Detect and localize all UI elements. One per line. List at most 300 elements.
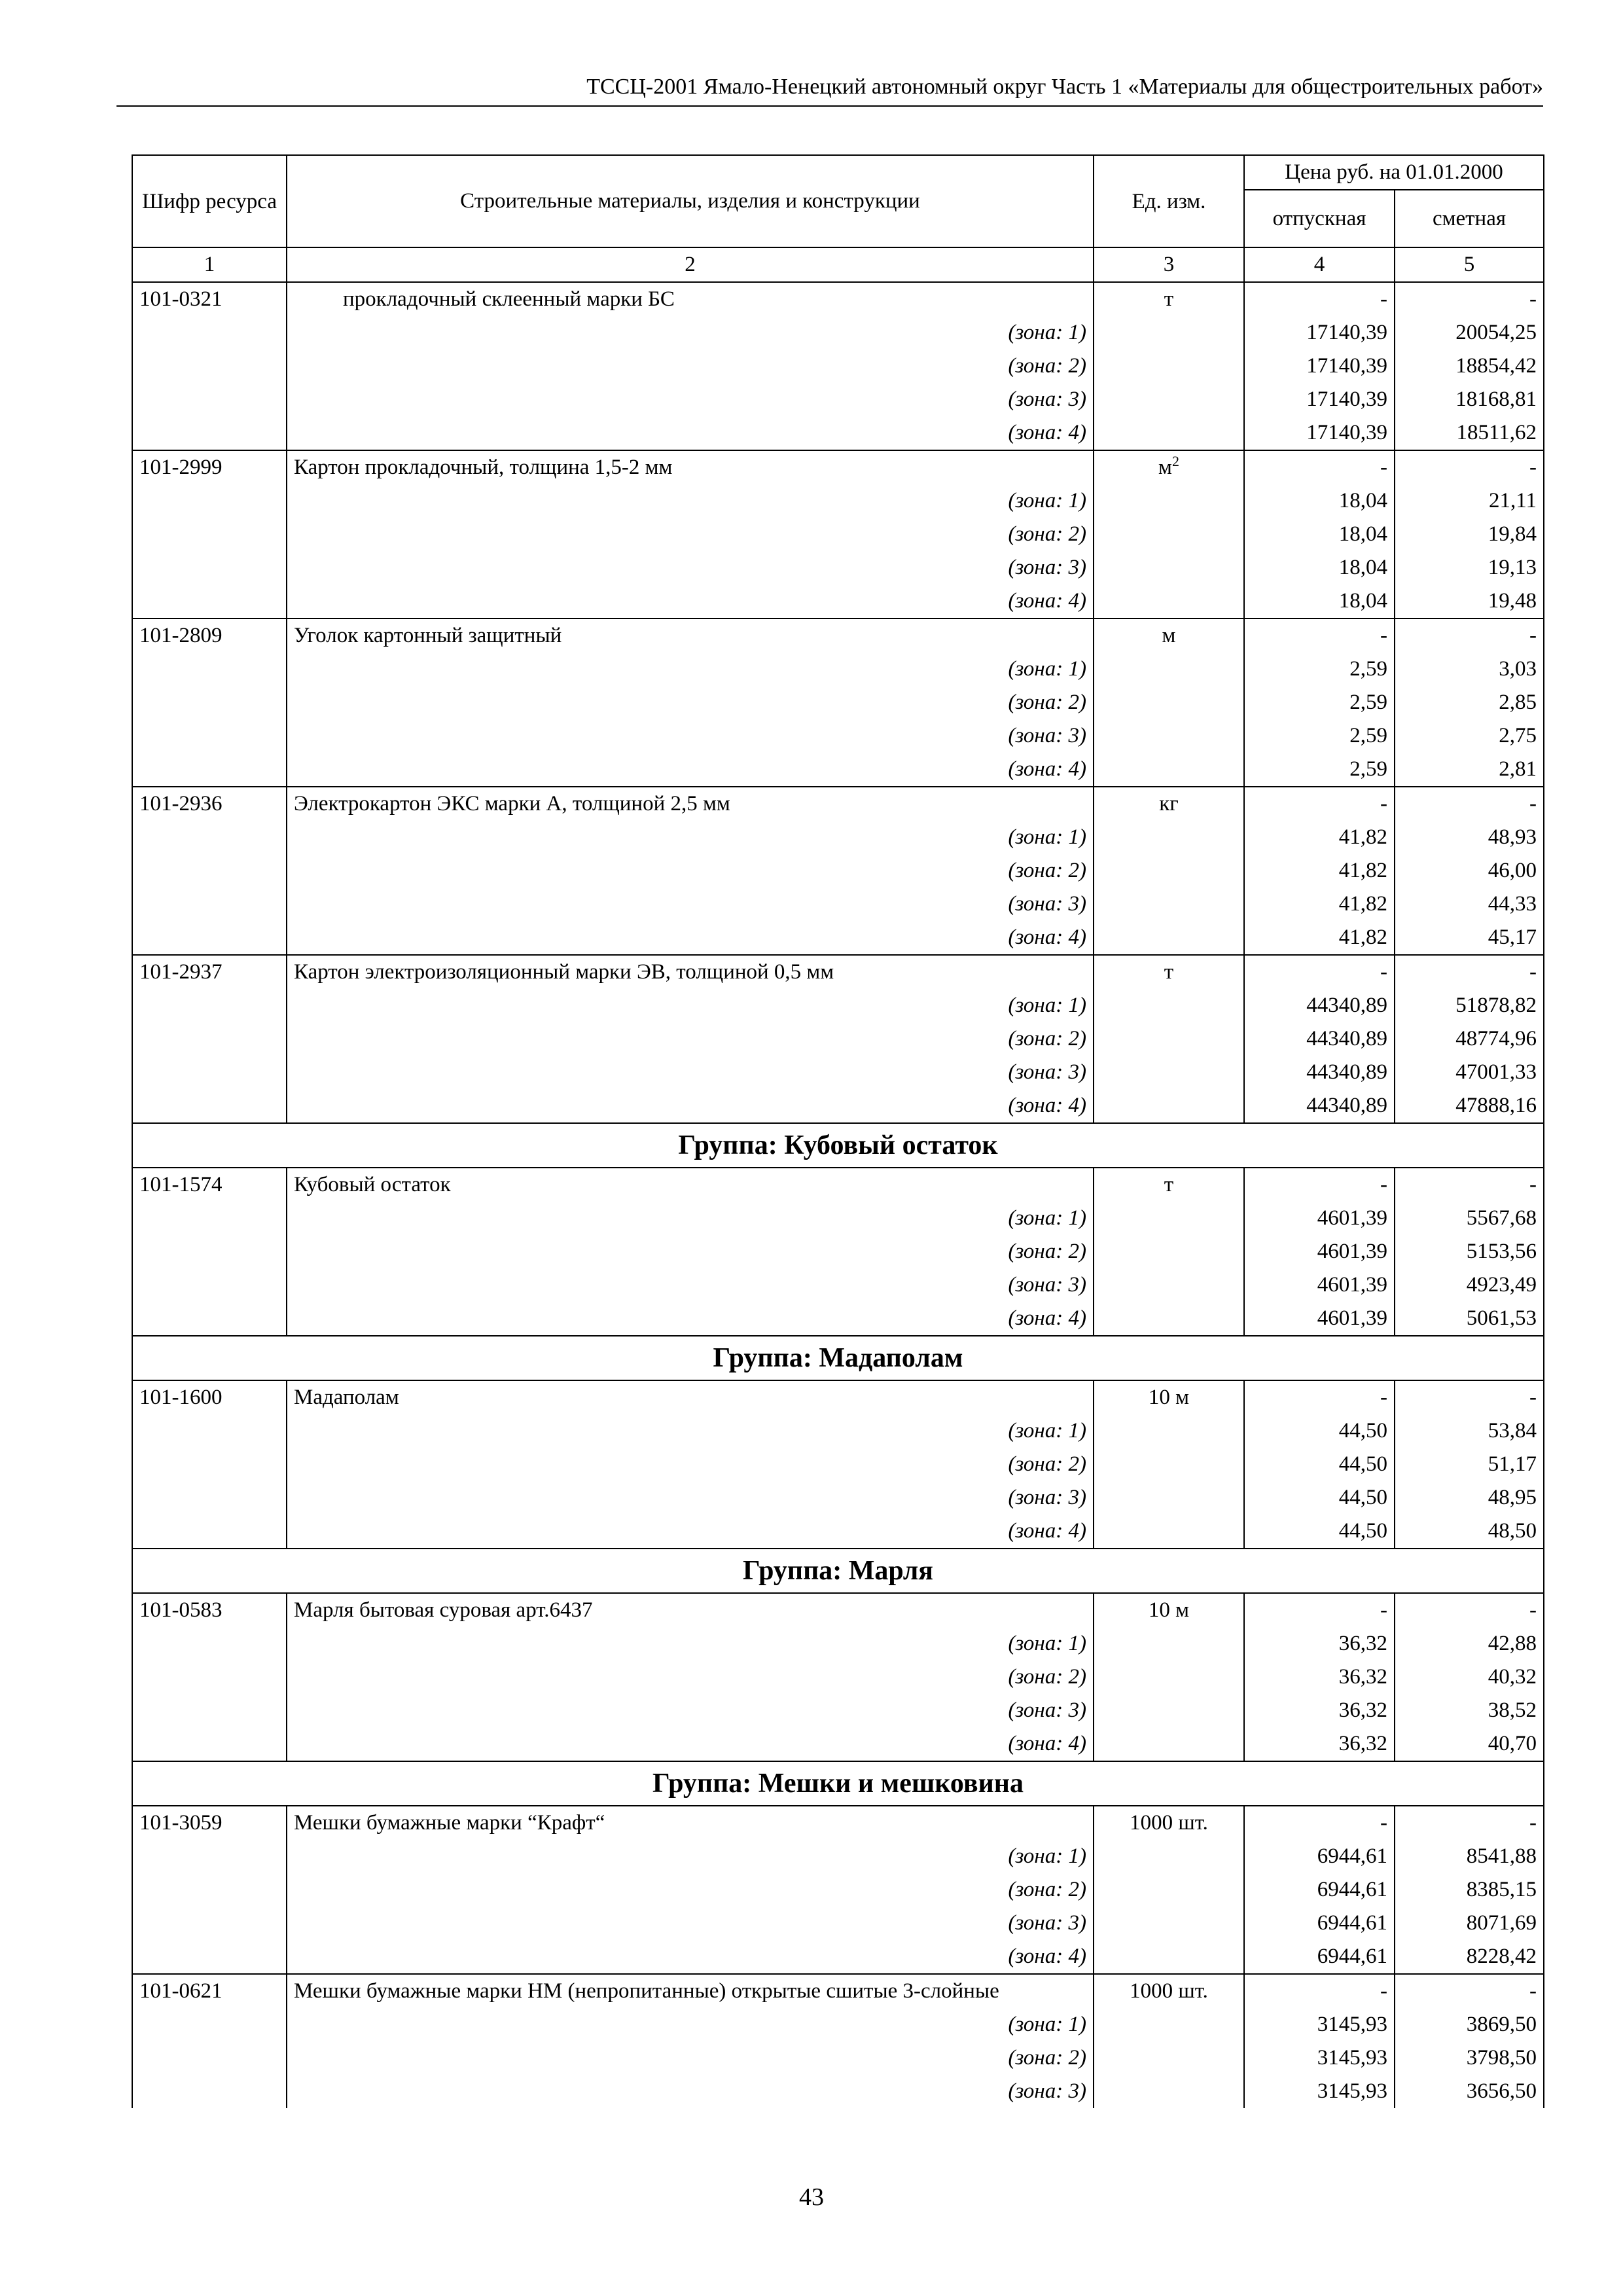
zone-row bbox=[132, 989, 1544, 1022]
zone-label: (зона: 4) bbox=[287, 1302, 1094, 1336]
column-header-release: отпускная bbox=[1244, 190, 1395, 247]
resource-code: 101-2809 bbox=[132, 619, 287, 653]
unit-superscript: 2 bbox=[1171, 453, 1179, 469]
zone-row bbox=[132, 686, 1544, 719]
empty-cell bbox=[1094, 584, 1244, 619]
material-name: Картон электроизоляционный марки ЭВ, толщиной 0,5 мм bbox=[287, 955, 1094, 989]
empty-cell bbox=[1094, 1840, 1244, 1873]
zone-release-price: 18,04 bbox=[1244, 518, 1395, 551]
table-row bbox=[132, 1168, 1544, 1202]
zone-row bbox=[132, 1873, 1544, 1907]
zone-label: (зона: 4) bbox=[287, 1727, 1094, 1761]
empty-cell bbox=[132, 1056, 287, 1089]
unit-label: кг bbox=[1159, 792, 1179, 816]
material-name: прокладочный склеенный марки БС bbox=[287, 282, 1094, 316]
zone-release-price: 41,82 bbox=[1244, 821, 1395, 854]
zone-row bbox=[132, 1448, 1544, 1481]
column-number: 2 bbox=[287, 247, 1094, 282]
zone-release-price: 41,82 bbox=[1244, 921, 1395, 955]
empty-cell bbox=[1094, 1873, 1244, 1907]
estimate-price: - bbox=[1395, 1806, 1544, 1840]
empty-cell bbox=[1094, 2075, 1244, 2108]
zone-release-price: 6944,61 bbox=[1244, 1873, 1395, 1907]
zone-release-price: 44340,89 bbox=[1244, 1022, 1395, 1056]
release-price: - bbox=[1244, 282, 1395, 316]
zone-release-price: 44,50 bbox=[1244, 1414, 1395, 1448]
header-divider bbox=[116, 105, 1543, 107]
zone-estimate-price: 40,70 bbox=[1395, 1727, 1544, 1761]
zone-release-price: 44,50 bbox=[1244, 1448, 1395, 1481]
zone-label: (зона: 1) bbox=[287, 1202, 1094, 1235]
table-row bbox=[132, 955, 1544, 989]
zone-label: (зона: 3) bbox=[287, 888, 1094, 921]
unit-cell bbox=[1094, 955, 1244, 989]
zone-row bbox=[132, 1840, 1544, 1873]
zone-label: (зона: 4) bbox=[287, 1940, 1094, 1974]
zone-row bbox=[132, 1302, 1544, 1336]
zone-label: (зона: 2) bbox=[287, 350, 1094, 383]
unit-label: м bbox=[1158, 456, 1172, 479]
zone-row bbox=[132, 821, 1544, 854]
unit-cell bbox=[1094, 1593, 1244, 1627]
zone-estimate-price: 45,17 bbox=[1395, 921, 1544, 955]
zone-estimate-price: 38,52 bbox=[1395, 1694, 1544, 1727]
estimate-price: - bbox=[1395, 787, 1544, 821]
zone-label: (зона: 1) bbox=[287, 316, 1094, 350]
zone-estimate-price: 47001,33 bbox=[1395, 1056, 1544, 1089]
empty-cell bbox=[132, 584, 287, 619]
empty-cell bbox=[1094, 1414, 1244, 1448]
page-number: 43 bbox=[799, 2183, 824, 2211]
empty-cell bbox=[1094, 518, 1244, 551]
zone-release-price: 36,32 bbox=[1244, 1694, 1395, 1727]
unit-cell bbox=[1094, 450, 1244, 484]
empty-cell bbox=[132, 1515, 287, 1549]
running-header: ТССЦ-2001 Ямало-Ненецкий автономный округ Часть 1 «Материалы для общестроительных работ» bbox=[586, 75, 1543, 99]
group-heading: Группа: Мадаполам bbox=[132, 1336, 1544, 1380]
empty-cell bbox=[1094, 1694, 1244, 1727]
group-heading-row bbox=[132, 1336, 1544, 1380]
zone-estimate-price: 8228,42 bbox=[1395, 1940, 1544, 1974]
zone-label: (зона: 2) bbox=[287, 1022, 1094, 1056]
estimate-price: - bbox=[1395, 282, 1544, 316]
zone-estimate-price: 48774,96 bbox=[1395, 1022, 1544, 1056]
zone-label: (зона: 2) bbox=[287, 2041, 1094, 2075]
unit-cell bbox=[1094, 787, 1244, 821]
zone-row bbox=[132, 921, 1544, 955]
zone-estimate-price: 5061,53 bbox=[1395, 1302, 1544, 1336]
empty-cell bbox=[132, 350, 287, 383]
unit-label: 1000 шт. bbox=[1130, 1811, 1208, 1835]
table-row bbox=[132, 1380, 1544, 1414]
zone-label: (зона: 2) bbox=[287, 1235, 1094, 1268]
zone-estimate-price: 18168,81 bbox=[1395, 383, 1544, 416]
empty-cell bbox=[1094, 1907, 1244, 1940]
zone-row bbox=[132, 888, 1544, 921]
empty-cell bbox=[132, 1727, 287, 1761]
zone-label: (зона: 3) bbox=[287, 1694, 1094, 1727]
estimate-price: - bbox=[1395, 1593, 1544, 1627]
empty-cell bbox=[1094, 888, 1244, 921]
zone-row bbox=[132, 1727, 1544, 1761]
estimate-price: - bbox=[1395, 1168, 1544, 1202]
unit-label: 1000 шт. bbox=[1130, 1979, 1208, 2003]
zone-release-price: 18,04 bbox=[1244, 584, 1395, 619]
empty-cell bbox=[1094, 1448, 1244, 1481]
zone-release-price: 44340,89 bbox=[1244, 989, 1395, 1022]
release-price: - bbox=[1244, 1974, 1395, 2008]
group-heading-row bbox=[132, 1761, 1544, 1806]
zone-label: (зона: 2) bbox=[287, 854, 1094, 888]
zone-row bbox=[132, 1056, 1544, 1089]
zone-label: (зона: 4) bbox=[287, 1089, 1094, 1123]
zone-estimate-price: 4923,49 bbox=[1395, 1268, 1544, 1302]
zone-estimate-price: 19,13 bbox=[1395, 551, 1544, 584]
material-name: Мешки бумажные марки “Крафт“ bbox=[287, 1806, 1094, 1840]
unit-label: м bbox=[1162, 624, 1176, 647]
material-name: Мешки бумажные марки НМ (непропитанные) открытые сшитые 3-слойные bbox=[287, 1974, 1094, 2008]
zone-label: (зона: 1) bbox=[287, 1414, 1094, 1448]
zone-release-price: 3145,93 bbox=[1244, 2008, 1395, 2041]
empty-cell bbox=[132, 719, 287, 753]
empty-cell bbox=[1094, 686, 1244, 719]
zone-row bbox=[132, 1022, 1544, 1056]
material-name: Уголок картонный защитный bbox=[287, 619, 1094, 653]
empty-cell bbox=[132, 1660, 287, 1694]
empty-cell bbox=[1094, 1235, 1244, 1268]
unit-cell bbox=[1094, 282, 1244, 316]
zone-row bbox=[132, 316, 1544, 350]
empty-cell bbox=[1094, 854, 1244, 888]
group-heading: Группа: Марля bbox=[132, 1549, 1544, 1593]
zone-label: (зона: 3) bbox=[287, 2075, 1094, 2108]
empty-cell bbox=[1094, 1940, 1244, 1974]
zone-release-price: 36,32 bbox=[1244, 1660, 1395, 1694]
empty-cell bbox=[132, 316, 287, 350]
empty-cell bbox=[132, 416, 287, 450]
zone-row bbox=[132, 350, 1544, 383]
empty-cell bbox=[132, 1627, 287, 1660]
zone-release-price: 44340,89 bbox=[1244, 1056, 1395, 1089]
unit-cell bbox=[1094, 1380, 1244, 1414]
zone-label: (зона: 4) bbox=[287, 584, 1094, 619]
group-heading: Группа: Мешки и мешковина bbox=[132, 1761, 1544, 1806]
zone-estimate-price: 5567,68 bbox=[1395, 1202, 1544, 1235]
zone-estimate-price: 8385,15 bbox=[1395, 1873, 1544, 1907]
zone-label: (зона: 3) bbox=[287, 1268, 1094, 1302]
empty-cell bbox=[1094, 350, 1244, 383]
estimate-price: - bbox=[1395, 955, 1544, 989]
zone-release-price: 41,82 bbox=[1244, 888, 1395, 921]
empty-cell bbox=[132, 1907, 287, 1940]
zone-label: (зона: 1) bbox=[287, 1840, 1094, 1873]
zone-estimate-price: 46,00 bbox=[1395, 854, 1544, 888]
empty-cell bbox=[1094, 1515, 1244, 1549]
zone-row bbox=[132, 584, 1544, 619]
zone-label: (зона: 2) bbox=[287, 1873, 1094, 1907]
zone-release-price: 2,59 bbox=[1244, 686, 1395, 719]
zone-row bbox=[132, 753, 1544, 787]
empty-cell bbox=[1094, 753, 1244, 787]
empty-cell bbox=[132, 989, 287, 1022]
estimate-price: - bbox=[1395, 450, 1544, 484]
zone-row bbox=[132, 1907, 1544, 1940]
zone-estimate-price: 2,75 bbox=[1395, 719, 1544, 753]
empty-cell bbox=[132, 1840, 287, 1873]
zone-label: (зона: 3) bbox=[287, 551, 1094, 584]
zone-estimate-price: 51,17 bbox=[1395, 1448, 1544, 1481]
column-header-unit: Ед. изм. bbox=[1094, 155, 1244, 247]
empty-cell bbox=[132, 383, 287, 416]
empty-cell bbox=[132, 1694, 287, 1727]
zone-release-price: 36,32 bbox=[1244, 1627, 1395, 1660]
empty-cell bbox=[1094, 1089, 1244, 1123]
table-header-row bbox=[132, 155, 1544, 190]
release-price: - bbox=[1244, 1168, 1395, 1202]
zone-row bbox=[132, 383, 1544, 416]
zone-estimate-price: 2,81 bbox=[1395, 753, 1544, 787]
zone-estimate-price: 3798,50 bbox=[1395, 2041, 1544, 2075]
empty-cell bbox=[132, 1268, 287, 1302]
table-row bbox=[132, 1974, 1544, 2008]
empty-cell bbox=[1094, 416, 1244, 450]
release-price: - bbox=[1244, 619, 1395, 653]
empty-cell bbox=[1094, 1022, 1244, 1056]
zone-release-price: 36,32 bbox=[1244, 1727, 1395, 1761]
zone-label: (зона: 1) bbox=[287, 653, 1094, 686]
zone-release-price: 6944,61 bbox=[1244, 1907, 1395, 1940]
empty-cell bbox=[132, 1414, 287, 1448]
empty-cell bbox=[1094, 989, 1244, 1022]
empty-cell bbox=[1094, 821, 1244, 854]
zone-label: (зона: 4) bbox=[287, 921, 1094, 955]
empty-cell bbox=[132, 1448, 287, 1481]
empty-cell bbox=[132, 1302, 287, 1336]
empty-cell bbox=[1094, 2008, 1244, 2041]
zone-estimate-price: 19,84 bbox=[1395, 518, 1544, 551]
zone-release-price: 4601,39 bbox=[1244, 1268, 1395, 1302]
zone-estimate-price: 48,95 bbox=[1395, 1481, 1544, 1515]
zone-row bbox=[132, 518, 1544, 551]
column-numbers-row bbox=[132, 247, 1544, 282]
zone-estimate-price: 2,85 bbox=[1395, 686, 1544, 719]
estimate-price: - bbox=[1395, 619, 1544, 653]
empty-cell bbox=[132, 686, 287, 719]
empty-cell bbox=[132, 921, 287, 955]
zone-row bbox=[132, 719, 1544, 753]
empty-cell bbox=[1094, 921, 1244, 955]
zone-row bbox=[132, 2041, 1544, 2075]
empty-cell bbox=[1094, 1056, 1244, 1089]
zone-label: (зона: 1) bbox=[287, 989, 1094, 1022]
price-table bbox=[132, 154, 1544, 2108]
empty-cell bbox=[132, 1940, 287, 1974]
zone-estimate-price: 3869,50 bbox=[1395, 2008, 1544, 2041]
zone-estimate-price: 5153,56 bbox=[1395, 1235, 1544, 1268]
table-row bbox=[132, 282, 1544, 316]
column-number: 5 bbox=[1395, 247, 1544, 282]
zone-row bbox=[132, 1940, 1544, 1974]
estimate-price: - bbox=[1395, 1380, 1544, 1414]
release-price: - bbox=[1244, 787, 1395, 821]
table-row bbox=[132, 1806, 1544, 1840]
zone-label: (зона: 4) bbox=[287, 416, 1094, 450]
table-row bbox=[132, 619, 1544, 653]
zone-row bbox=[132, 2075, 1544, 2108]
zone-estimate-price: 8071,69 bbox=[1395, 1907, 1544, 1940]
zone-estimate-price: 19,48 bbox=[1395, 584, 1544, 619]
empty-cell bbox=[132, 2041, 287, 2075]
zone-label: (зона: 1) bbox=[287, 1627, 1094, 1660]
zone-estimate-price: 48,50 bbox=[1395, 1515, 1544, 1549]
unit-label: 10 м bbox=[1148, 1386, 1190, 1409]
empty-cell bbox=[1094, 1302, 1244, 1336]
material-name: Марля бытовая суровая арт.6437 bbox=[287, 1593, 1094, 1627]
zone-estimate-price: 51878,82 bbox=[1395, 989, 1544, 1022]
table-row bbox=[132, 787, 1544, 821]
resource-code: 101-0621 bbox=[132, 1974, 287, 2008]
release-price: - bbox=[1244, 955, 1395, 989]
zone-release-price: 3145,93 bbox=[1244, 2041, 1395, 2075]
zone-row bbox=[132, 653, 1544, 686]
column-header-code: Шифр ресурса bbox=[132, 155, 287, 247]
zone-release-price: 4601,39 bbox=[1244, 1302, 1395, 1336]
group-heading-row bbox=[132, 1123, 1544, 1168]
zone-label: (зона: 1) bbox=[287, 821, 1094, 854]
zone-release-price: 17140,39 bbox=[1244, 350, 1395, 383]
zone-release-price: 4601,39 bbox=[1244, 1202, 1395, 1235]
zone-release-price: 18,04 bbox=[1244, 484, 1395, 518]
empty-cell bbox=[132, 1202, 287, 1235]
zone-row bbox=[132, 854, 1544, 888]
zone-label: (зона: 3) bbox=[287, 383, 1094, 416]
column-header-price-group: Цена руб. на 01.01.2000 bbox=[1244, 155, 1544, 190]
zone-estimate-price: 47888,16 bbox=[1395, 1089, 1544, 1123]
zone-release-price: 6944,61 bbox=[1244, 1940, 1395, 1974]
empty-cell bbox=[1094, 719, 1244, 753]
zone-label: (зона: 2) bbox=[287, 1448, 1094, 1481]
release-price: - bbox=[1244, 450, 1395, 484]
zone-estimate-price: 18854,42 bbox=[1395, 350, 1544, 383]
column-header-estimate: сметная bbox=[1395, 190, 1544, 247]
empty-cell bbox=[132, 2008, 287, 2041]
zone-row bbox=[132, 1235, 1544, 1268]
zone-label: (зона: 3) bbox=[287, 1481, 1094, 1515]
empty-cell bbox=[132, 753, 287, 787]
zone-row bbox=[132, 1515, 1544, 1549]
material-name: Кубовый остаток bbox=[287, 1168, 1094, 1202]
column-number: 1 bbox=[132, 247, 287, 282]
empty-cell bbox=[1094, 1727, 1244, 1761]
zone-label: (зона: 4) bbox=[287, 1515, 1094, 1549]
zone-release-price: 17140,39 bbox=[1244, 416, 1395, 450]
zone-release-price: 44,50 bbox=[1244, 1481, 1395, 1515]
empty-cell bbox=[132, 518, 287, 551]
zone-release-price: 18,04 bbox=[1244, 551, 1395, 584]
table-body bbox=[132, 282, 1544, 2108]
material-name: Электрокартон ЭКС марки А, толщиной 2,5 мм bbox=[287, 787, 1094, 821]
empty-cell bbox=[1094, 484, 1244, 518]
zone-row bbox=[132, 1089, 1544, 1123]
resource-code: 101-2937 bbox=[132, 955, 287, 989]
unit-label: т bbox=[1164, 960, 1174, 984]
group-heading-row bbox=[132, 1549, 1544, 1593]
zone-label: (зона: 2) bbox=[287, 518, 1094, 551]
zone-release-price: 6944,61 bbox=[1244, 1840, 1395, 1873]
resource-code: 101-2936 bbox=[132, 787, 287, 821]
empty-cell bbox=[132, 1481, 287, 1515]
empty-cell bbox=[1094, 2041, 1244, 2075]
zone-release-price: 2,59 bbox=[1244, 719, 1395, 753]
zone-estimate-price: 40,32 bbox=[1395, 1660, 1544, 1694]
zone-label: (зона: 2) bbox=[287, 686, 1094, 719]
zone-estimate-price: 20054,25 bbox=[1395, 316, 1544, 350]
empty-cell bbox=[1094, 1202, 1244, 1235]
zone-estimate-price: 44,33 bbox=[1395, 888, 1544, 921]
empty-cell bbox=[132, 854, 287, 888]
resource-code: 101-1574 bbox=[132, 1168, 287, 1202]
empty-cell bbox=[132, 1089, 287, 1123]
zone-estimate-price: 3,03 bbox=[1395, 653, 1544, 686]
empty-cell bbox=[132, 1022, 287, 1056]
zone-release-price: 2,59 bbox=[1244, 653, 1395, 686]
zone-release-price: 41,82 bbox=[1244, 854, 1395, 888]
zone-row bbox=[132, 416, 1544, 450]
zone-estimate-price: 21,11 bbox=[1395, 484, 1544, 518]
unit-label: 10 м bbox=[1148, 1598, 1190, 1622]
empty-cell bbox=[132, 653, 287, 686]
zone-label: (зона: 3) bbox=[287, 1056, 1094, 1089]
zone-row bbox=[132, 2008, 1544, 2041]
table-row bbox=[132, 450, 1544, 484]
zone-release-price: 17140,39 bbox=[1244, 316, 1395, 350]
column-header-name: Строительные материалы, изделия и конструкции bbox=[287, 155, 1094, 247]
estimate-price: - bbox=[1395, 1974, 1544, 2008]
resource-code: 101-3059 bbox=[132, 1806, 287, 1840]
zone-label: (зона: 4) bbox=[287, 753, 1094, 787]
empty-cell bbox=[132, 1873, 287, 1907]
zone-release-price: 4601,39 bbox=[1244, 1235, 1395, 1268]
zone-row bbox=[132, 1481, 1544, 1515]
zone-row bbox=[132, 1694, 1544, 1727]
empty-cell bbox=[1094, 1660, 1244, 1694]
zone-row bbox=[132, 1660, 1544, 1694]
zone-release-price: 3145,93 bbox=[1244, 2075, 1395, 2108]
table-row bbox=[132, 1593, 1544, 1627]
zone-estimate-price: 53,84 bbox=[1395, 1414, 1544, 1448]
group-heading: Группа: Кубовый остаток bbox=[132, 1123, 1544, 1168]
unit-cell bbox=[1094, 1168, 1244, 1202]
resource-code: 101-0321 bbox=[132, 282, 287, 316]
zone-label: (зона: 1) bbox=[287, 2008, 1094, 2041]
zone-row bbox=[132, 484, 1544, 518]
release-price: - bbox=[1244, 1593, 1395, 1627]
material-name: Мадаполам bbox=[287, 1380, 1094, 1414]
empty-cell bbox=[132, 2075, 287, 2108]
empty-cell bbox=[132, 551, 287, 584]
zone-row bbox=[132, 1414, 1544, 1448]
unit-cell bbox=[1094, 1974, 1244, 2008]
resource-code: 101-0583 bbox=[132, 1593, 287, 1627]
unit-cell bbox=[1094, 1806, 1244, 1840]
empty-cell bbox=[132, 1235, 287, 1268]
zone-estimate-price: 8541,88 bbox=[1395, 1840, 1544, 1873]
empty-cell bbox=[1094, 653, 1244, 686]
empty-cell bbox=[1094, 1481, 1244, 1515]
zone-label: (зона: 3) bbox=[287, 1907, 1094, 1940]
unit-label: т bbox=[1164, 1173, 1174, 1196]
material-name: Картон прокладочный, толщина 1,5-2 мм bbox=[287, 450, 1094, 484]
